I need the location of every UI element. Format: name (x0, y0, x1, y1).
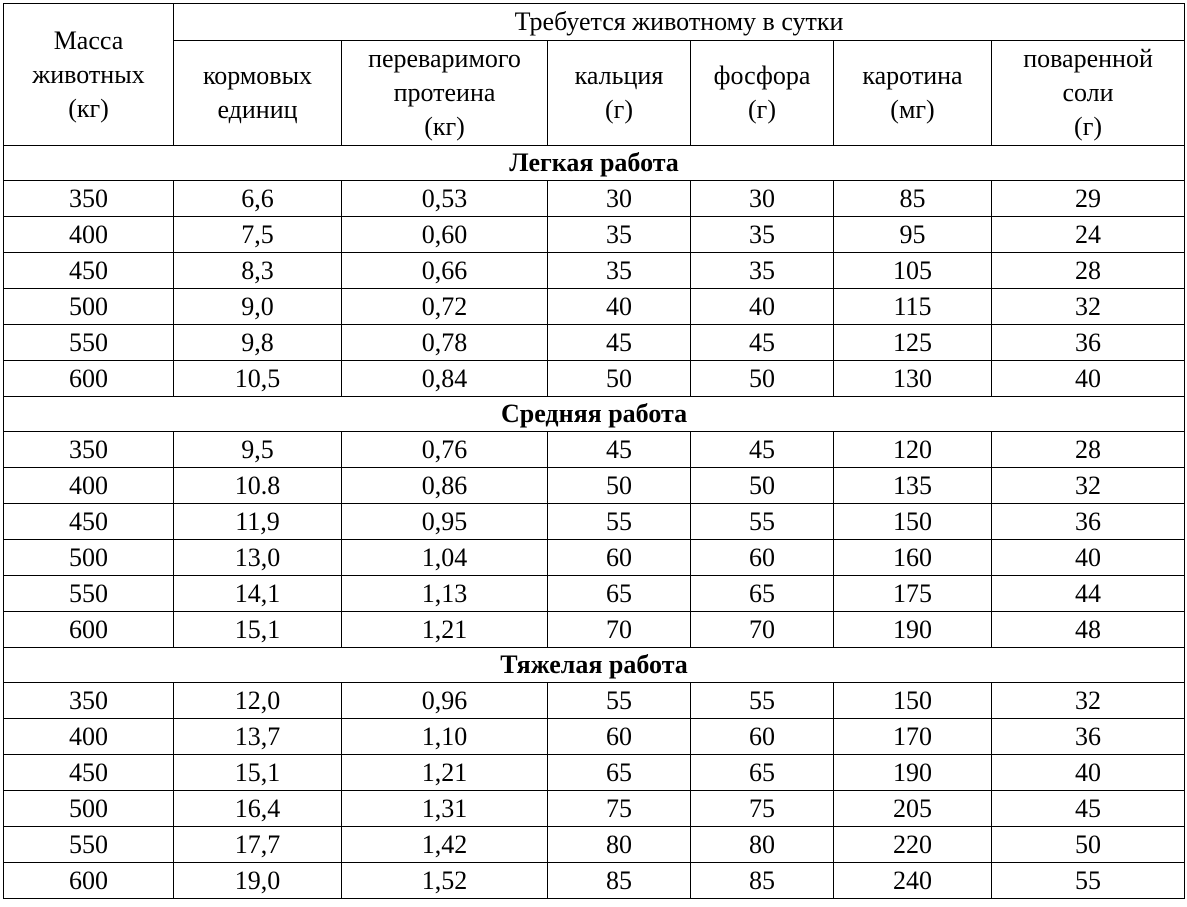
daily-requirement-header: Требуется животному в сутки (174, 4, 1185, 41)
cell-calcium: 65 (548, 576, 691, 612)
cell-calcium: 55 (548, 504, 691, 540)
cell-phosphorus: 40 (691, 289, 834, 325)
cell-mass: 500 (4, 540, 174, 576)
cell-feed-units: 10,5 (174, 361, 342, 397)
cell-feed-units: 13,0 (174, 540, 342, 576)
header-line: соли (1062, 78, 1114, 107)
cell-feed-units: 14,1 (174, 576, 342, 612)
cell-feed-units: 17,7 (174, 827, 342, 863)
cell-protein: 1,13 (342, 576, 548, 612)
cell-calcium: 35 (548, 217, 691, 253)
cell-carotene: 115 (834, 289, 992, 325)
table-body (4, 146, 1185, 899)
cell-protein: 1,31 (342, 791, 548, 827)
cell-calcium: 50 (548, 361, 691, 397)
cell-feed-units: 10.8 (174, 468, 342, 504)
cell-feed-units: 6,6 (174, 181, 342, 217)
cell-feed-units: 9,8 (174, 325, 342, 361)
cell-mass: 400 (4, 468, 174, 504)
cell-carotene: 205 (834, 791, 992, 827)
cell-salt: 50 (992, 827, 1185, 863)
header-line: поваренной (1023, 44, 1153, 73)
cell-phosphorus: 45 (691, 325, 834, 361)
table-row (4, 719, 1185, 755)
cell-calcium: 50 (548, 468, 691, 504)
header-line: (г) (605, 95, 633, 124)
cell-salt: 48 (992, 612, 1185, 648)
cell-protein: 1,42 (342, 827, 548, 863)
cell-mass: 550 (4, 325, 174, 361)
cell-protein: 0,84 (342, 361, 548, 397)
cell-mass: 550 (4, 827, 174, 863)
column-header-salt (992, 41, 1185, 146)
table-row (4, 683, 1185, 719)
table-row (4, 755, 1185, 791)
cell-protein: 0,76 (342, 432, 548, 468)
cell-phosphorus: 55 (691, 504, 834, 540)
cell-salt: 45 (992, 791, 1185, 827)
cell-phosphorus: 60 (691, 719, 834, 755)
cell-protein: 0,96 (342, 683, 548, 719)
cell-protein: 0,86 (342, 468, 548, 504)
cell-feed-units: 13,7 (174, 719, 342, 755)
cell-mass: 600 (4, 863, 174, 899)
cell-carotene: 190 (834, 755, 992, 791)
cell-protein: 1,21 (342, 612, 548, 648)
header-line: единиц (217, 95, 298, 124)
cell-feed-units: 8,3 (174, 253, 342, 289)
cell-feed-units: 15,1 (174, 612, 342, 648)
cell-protein: 1,10 (342, 719, 548, 755)
cell-protein: 1,04 (342, 540, 548, 576)
section-title: Средняя работа (4, 397, 1185, 432)
cell-salt: 40 (992, 540, 1185, 576)
cell-calcium: 65 (548, 755, 691, 791)
cell-phosphorus: 45 (691, 432, 834, 468)
cell-mass: 350 (4, 181, 174, 217)
cell-mass: 400 (4, 719, 174, 755)
table-row (4, 181, 1185, 217)
cell-salt: 55 (992, 863, 1185, 899)
section-title: Легкая работа (4, 146, 1185, 181)
cell-carotene: 130 (834, 361, 992, 397)
cell-phosphorus: 70 (691, 612, 834, 648)
mass-header-line: животных (32, 59, 145, 89)
cell-calcium: 60 (548, 719, 691, 755)
cell-carotene: 85 (834, 181, 992, 217)
section-row (4, 146, 1185, 181)
cell-phosphorus: 55 (691, 683, 834, 719)
cell-phosphorus: 60 (691, 540, 834, 576)
cell-phosphorus: 35 (691, 217, 834, 253)
cell-mass: 450 (4, 253, 174, 289)
cell-mass: 600 (4, 612, 174, 648)
cell-carotene: 240 (834, 863, 992, 899)
cell-protein: 0,78 (342, 325, 548, 361)
cell-phosphorus: 65 (691, 576, 834, 612)
cell-salt: 28 (992, 432, 1185, 468)
header-line: (кг) (424, 112, 465, 141)
header-line: каротина (862, 61, 963, 90)
cell-calcium: 45 (548, 325, 691, 361)
cell-carotene: 125 (834, 325, 992, 361)
cell-salt: 32 (992, 683, 1185, 719)
cell-mass: 500 (4, 289, 174, 325)
cell-calcium: 60 (548, 540, 691, 576)
cell-protein: 0,66 (342, 253, 548, 289)
cell-phosphorus: 50 (691, 468, 834, 504)
cell-mass: 350 (4, 683, 174, 719)
table-row (4, 217, 1185, 253)
table-row (4, 432, 1185, 468)
cell-salt: 36 (992, 719, 1185, 755)
cell-calcium: 85 (548, 863, 691, 899)
cell-salt: 29 (992, 181, 1185, 217)
table-row (4, 791, 1185, 827)
cell-phosphorus: 50 (691, 361, 834, 397)
cell-calcium: 40 (548, 289, 691, 325)
cell-salt: 32 (992, 468, 1185, 504)
cell-feed-units: 7,5 (174, 217, 342, 253)
section-row (4, 397, 1185, 432)
cell-carotene: 160 (834, 540, 992, 576)
cell-calcium: 30 (548, 181, 691, 217)
cell-protein: 0,60 (342, 217, 548, 253)
cell-phosphorus: 75 (691, 791, 834, 827)
table-row (4, 540, 1185, 576)
cell-feed-units: 16,4 (174, 791, 342, 827)
cell-calcium: 80 (548, 827, 691, 863)
cell-salt: 36 (992, 504, 1185, 540)
cell-salt: 40 (992, 755, 1185, 791)
cell-calcium: 75 (548, 791, 691, 827)
header-line: фосфора (713, 61, 811, 90)
cell-feed-units: 11,9 (174, 504, 342, 540)
table-row (4, 361, 1185, 397)
cell-carotene: 120 (834, 432, 992, 468)
cell-mass: 500 (4, 791, 174, 827)
column-header-calcium (548, 41, 691, 146)
section-title: Тяжелая работа (4, 648, 1185, 683)
table-row (4, 289, 1185, 325)
cell-carotene: 95 (834, 217, 992, 253)
cell-salt: 36 (992, 325, 1185, 361)
cell-calcium: 35 (548, 253, 691, 289)
section-row (4, 648, 1185, 683)
cell-salt: 32 (992, 289, 1185, 325)
feed-requirements-table (3, 3, 1185, 899)
cell-protein: 1,52 (342, 863, 548, 899)
cell-feed-units: 9,0 (174, 289, 342, 325)
mass-header-line: Масса (53, 25, 124, 55)
cell-feed-units: 12,0 (174, 683, 342, 719)
cell-salt: 40 (992, 361, 1185, 397)
header-line: кальция (574, 61, 664, 90)
cell-salt: 44 (992, 576, 1185, 612)
cell-salt: 24 (992, 217, 1185, 253)
cell-mass: 400 (4, 217, 174, 253)
cell-mass: 450 (4, 755, 174, 791)
table-row (4, 612, 1185, 648)
cell-carotene: 170 (834, 719, 992, 755)
cell-protein: 0,53 (342, 181, 548, 217)
cell-protein: 0,95 (342, 504, 548, 540)
cell-calcium: 70 (548, 612, 691, 648)
column-header-carotene (834, 41, 992, 146)
cell-phosphorus: 85 (691, 863, 834, 899)
table-row (4, 863, 1185, 899)
cell-carotene: 150 (834, 683, 992, 719)
column-header-protein (342, 41, 548, 146)
cell-salt: 28 (992, 253, 1185, 289)
table-row (4, 253, 1185, 289)
table-row (4, 576, 1185, 612)
mass-header (4, 4, 174, 146)
header-line: кормовых (202, 61, 313, 90)
cell-calcium: 45 (548, 432, 691, 468)
table-row (4, 827, 1185, 863)
header-line: (мг) (890, 95, 935, 124)
cell-feed-units: 15,1 (174, 755, 342, 791)
cell-carotene: 190 (834, 612, 992, 648)
table-row (4, 504, 1185, 540)
header-line: переваримого (368, 44, 521, 73)
cell-phosphorus: 65 (691, 755, 834, 791)
column-header-feed-units (174, 41, 342, 146)
table-row (4, 325, 1185, 361)
header-line: (г) (748, 95, 776, 124)
cell-protein: 1,21 (342, 755, 548, 791)
cell-mass: 350 (4, 432, 174, 468)
cell-feed-units: 19,0 (174, 863, 342, 899)
cell-carotene: 150 (834, 504, 992, 540)
cell-feed-units: 9,5 (174, 432, 342, 468)
cell-calcium: 55 (548, 683, 691, 719)
header-line: протеина (393, 78, 496, 107)
cell-carotene: 175 (834, 576, 992, 612)
header-line: (г) (1074, 112, 1103, 141)
table-row (4, 468, 1185, 504)
cell-carotene: 220 (834, 827, 992, 863)
cell-phosphorus: 35 (691, 253, 834, 289)
cell-carotene: 105 (834, 253, 992, 289)
cell-mass: 450 (4, 504, 174, 540)
column-header-phosphorus (691, 41, 834, 146)
cell-mass: 600 (4, 361, 174, 397)
mass-header-line: (кг) (68, 93, 109, 123)
cell-phosphorus: 30 (691, 181, 834, 217)
cell-carotene: 135 (834, 468, 992, 504)
cell-phosphorus: 80 (691, 827, 834, 863)
cell-protein: 0,72 (342, 289, 548, 325)
cell-mass: 550 (4, 576, 174, 612)
